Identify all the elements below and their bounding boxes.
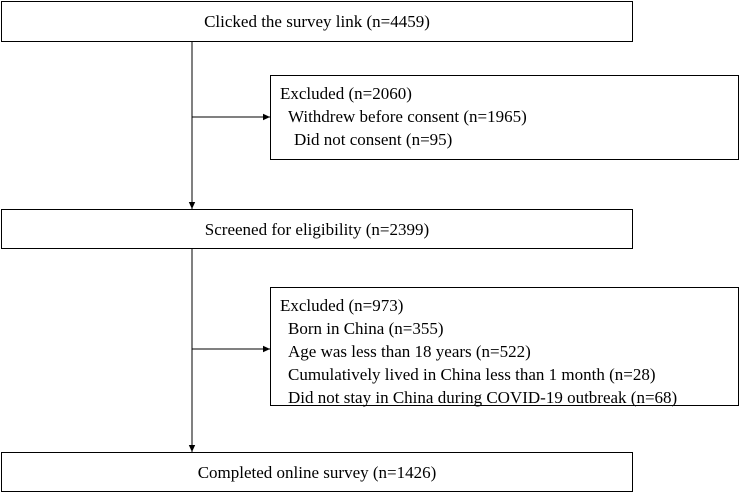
exclusion-box-consent: [270, 75, 739, 160]
step-screened-eligibility-label: Screened for eligibility (n=2399): [204, 219, 430, 239]
exclusion-eligibility-item: Age was less than 18 years (n=522): [288, 342, 531, 361]
exclusion-box-eligibility: [270, 287, 739, 406]
step-clicked-survey-link-label: Clicked the survey link (n=4459): [204, 12, 430, 31]
exclusion-eligibility-item: Born in China (n=355): [288, 319, 444, 338]
exclusion-eligibility-item: Did not stay in China during COVID-19 outbreak (n=68): [288, 388, 678, 407]
exclusion-consent-title: Excluded (n=2060): [280, 84, 412, 103]
step-screened-eligibility: [1, 209, 633, 249]
step-completed-survey: [1, 452, 633, 492]
step-clicked-survey-link: [1, 1, 633, 42]
exclusion-consent-item: Withdrew before consent (n=1965): [288, 107, 527, 126]
exclusion-eligibility-item: Cumulatively lived in China less than 1 month (n=28): [288, 365, 656, 384]
step-completed-survey-label: Completed online survey (n=1426): [197, 462, 437, 482]
exclusion-consent-item: Did not consent (n=95): [294, 130, 453, 149]
exclusion-eligibility-title: Excluded (n=973): [280, 296, 404, 315]
